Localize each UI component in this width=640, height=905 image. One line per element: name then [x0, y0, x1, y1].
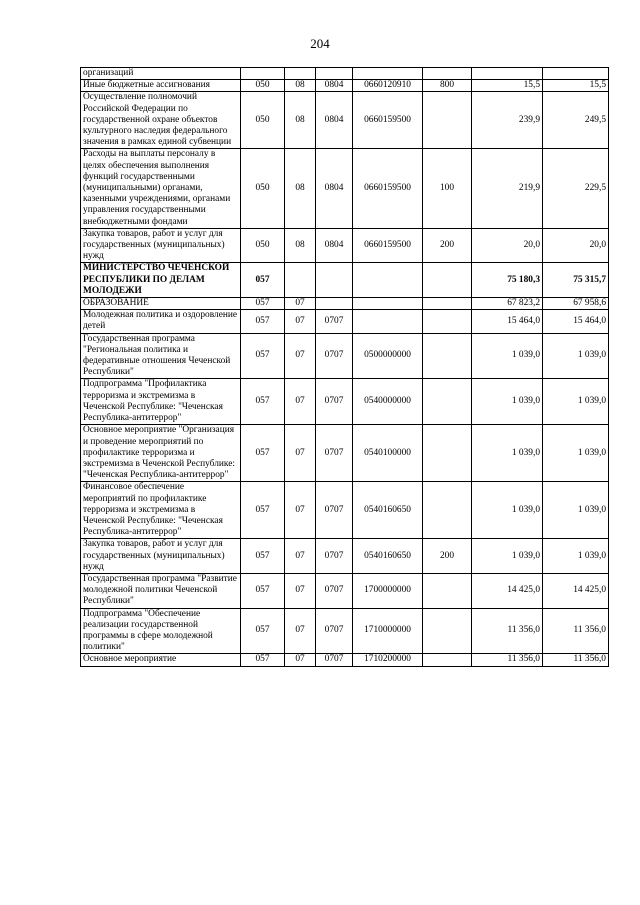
row-amount-1: 1 039,0 — [472, 379, 543, 425]
row-expense-type: 800 — [423, 80, 472, 92]
row-expense-type — [423, 482, 472, 539]
row-expense-type — [423, 608, 472, 654]
row-amount-1: 15 464,0 — [472, 310, 543, 333]
row-amount-1: 75 180,3 — [472, 263, 543, 298]
row-name: ОБРАЗОВАНИЕ — [81, 298, 241, 310]
row-subsection: 0707 — [316, 539, 353, 574]
row-subsection: 0804 — [316, 228, 353, 263]
table-row — [81, 608, 609, 654]
row-name: организаций — [81, 68, 241, 80]
row-section: 07 — [285, 573, 316, 608]
row-subsection — [316, 263, 353, 298]
table-row — [81, 149, 609, 228]
row-grbs: 057 — [241, 608, 285, 654]
row-target-article: 1710200000 — [353, 654, 423, 666]
table-body — [81, 68, 609, 667]
row-amount-1: 11 356,0 — [472, 654, 543, 666]
table-row — [81, 92, 609, 149]
row-amount-2: 1 039,0 — [543, 482, 609, 539]
row-section: 07 — [285, 654, 316, 666]
row-grbs: 057 — [241, 333, 285, 379]
row-grbs: 050 — [241, 149, 285, 228]
table-row — [81, 68, 609, 80]
row-target-article: 0660159500 — [353, 228, 423, 263]
row-name: Закупка товаров, работ и услуг для государственных (муниципальных) нужд — [81, 539, 241, 574]
row-expense-type — [423, 425, 472, 482]
row-grbs: 057 — [241, 654, 285, 666]
table-row — [81, 654, 609, 666]
row-expense-type: 100 — [423, 149, 472, 228]
row-name: Финансовое обеспечение мероприятий по профилактике терроризма и экстремизма в Чеченской Республике: "Чеченская Республика-антитеррор" — [81, 482, 241, 539]
row-amount-1: 20,0 — [472, 228, 543, 263]
row-target-article: 0660120910 — [353, 80, 423, 92]
row-section: 07 — [285, 298, 316, 310]
row-section: 07 — [285, 310, 316, 333]
row-target-article: 0660159500 — [353, 92, 423, 149]
row-name: Молодежная политика и оздоровление детей — [81, 310, 241, 333]
row-expense-type — [423, 310, 472, 333]
row-subsection: 0707 — [316, 379, 353, 425]
row-target-article: 0660159500 — [353, 149, 423, 228]
row-amount-2: 11 356,0 — [543, 608, 609, 654]
row-section: 07 — [285, 482, 316, 539]
row-expense-type — [423, 263, 472, 298]
row-name: Закупка товаров, работ и услуг для государственных (муниципальных) нужд — [81, 228, 241, 263]
row-section: 07 — [285, 425, 316, 482]
row-grbs: 057 — [241, 482, 285, 539]
row-amount-2: 1 039,0 — [543, 379, 609, 425]
row-subsection: 0707 — [316, 573, 353, 608]
row-name: Государственная программа "Развитие молодежной политики Чеченской Республики" — [81, 573, 241, 608]
row-name: Основное мероприятие "Организация и проведение мероприятий по профилактике терроризма и экстремизма в Чеченской Республике: "Чеченская Республика-антитеррор" — [81, 425, 241, 482]
row-grbs: 057 — [241, 425, 285, 482]
row-section — [285, 68, 316, 80]
row-expense-type — [423, 298, 472, 310]
row-grbs: 057 — [241, 379, 285, 425]
row-name: Осуществление полномочий Российской Федерации по государственной охране объектов культурного наследия федерального значения в рамках единой субвенции — [81, 92, 241, 149]
row-expense-type — [423, 92, 472, 149]
row-amount-2 — [543, 68, 609, 80]
table-row — [81, 379, 609, 425]
row-section: 08 — [285, 92, 316, 149]
row-expense-type — [423, 68, 472, 80]
row-amount-1: 11 356,0 — [472, 608, 543, 654]
table-row — [81, 80, 609, 92]
table-row — [81, 482, 609, 539]
row-section: 07 — [285, 608, 316, 654]
row-amount-1: 1 039,0 — [472, 333, 543, 379]
row-expense-type — [423, 573, 472, 608]
row-amount-1: 219,9 — [472, 149, 543, 228]
table-row — [81, 310, 609, 333]
row-grbs: 057 — [241, 298, 285, 310]
row-target-article — [353, 263, 423, 298]
row-grbs: 050 — [241, 92, 285, 149]
row-amount-2: 249,5 — [543, 92, 609, 149]
table-row — [81, 333, 609, 379]
row-amount-1: 14 425,0 — [472, 573, 543, 608]
row-target-article: 0540100000 — [353, 425, 423, 482]
row-expense-type — [423, 379, 472, 425]
row-expense-type — [423, 654, 472, 666]
row-target-article: 1710000000 — [353, 608, 423, 654]
row-section — [285, 263, 316, 298]
row-section: 08 — [285, 228, 316, 263]
row-grbs: 057 — [241, 539, 285, 574]
row-amount-2: 67 958,6 — [543, 298, 609, 310]
row-amount-1: 239,9 — [472, 92, 543, 149]
row-subsection: 0804 — [316, 80, 353, 92]
row-amount-2: 11 356,0 — [543, 654, 609, 666]
row-name: Основное мероприятие — [81, 654, 241, 666]
row-grbs: 050 — [241, 228, 285, 263]
row-grbs: 057 — [241, 263, 285, 298]
row-name: Государственная программа "Региональная политика и федеративные отношения Чеченской Республики" — [81, 333, 241, 379]
row-target-article: 0540160650 — [353, 539, 423, 574]
row-amount-1: 1 039,0 — [472, 425, 543, 482]
row-subsection: 0707 — [316, 482, 353, 539]
row-name: Подпрограмма "Обеспечение реализации государственной программы в сфере молодежной политики" — [81, 608, 241, 654]
table-row — [81, 263, 609, 298]
row-name: МИНИСТЕРСТВО ЧЕЧЕНСКОЙ РЕСПУБЛИКИ ПО ДЕЛАМ МОЛОДЕЖИ — [81, 263, 241, 298]
table-row — [81, 573, 609, 608]
row-amount-1 — [472, 68, 543, 80]
row-amount-1: 15,5 — [472, 80, 543, 92]
table-row — [81, 298, 609, 310]
row-amount-2: 1 039,0 — [543, 539, 609, 574]
row-grbs: 050 — [241, 80, 285, 92]
row-amount-1: 67 823,2 — [472, 298, 543, 310]
row-section: 08 — [285, 80, 316, 92]
row-subsection: 0707 — [316, 654, 353, 666]
row-subsection: 0707 — [316, 310, 353, 333]
table-row — [81, 228, 609, 263]
row-section: 07 — [285, 379, 316, 425]
row-expense-type: 200 — [423, 228, 472, 263]
row-section: 08 — [285, 149, 316, 228]
row-target-article: 0500000000 — [353, 333, 423, 379]
row-name: Подпрограмма "Профилактика терроризма и экстремизма в Чеченской Республике: "Чеченская Республика-антитеррор" — [81, 379, 241, 425]
row-target-article — [353, 68, 423, 80]
row-amount-2: 229,5 — [543, 149, 609, 228]
row-amount-2: 15 464,0 — [543, 310, 609, 333]
row-amount-2: 15,5 — [543, 80, 609, 92]
table-row — [81, 539, 609, 574]
row-expense-type — [423, 333, 472, 379]
row-expense-type: 200 — [423, 539, 472, 574]
row-amount-1: 1 039,0 — [472, 539, 543, 574]
row-amount-2: 75 315,7 — [543, 263, 609, 298]
budget-table — [80, 67, 609, 667]
row-target-article: 1700000000 — [353, 573, 423, 608]
row-subsection — [316, 298, 353, 310]
row-target-article — [353, 310, 423, 333]
row-subsection: 0804 — [316, 149, 353, 228]
row-grbs — [241, 68, 285, 80]
row-target-article — [353, 298, 423, 310]
row-grbs: 057 — [241, 310, 285, 333]
row-name: Иные бюджетные ассигнования — [81, 80, 241, 92]
table-row — [81, 425, 609, 482]
row-amount-1: 1 039,0 — [472, 482, 543, 539]
row-target-article: 0540160650 — [353, 482, 423, 539]
row-name: Расходы на выплаты персоналу в целях обеспечения выполнения функций государственными (муниципальными) органами, казенными учреждениями, органами управления государственными внебюджетными фондами — [81, 149, 241, 228]
row-section: 07 — [285, 333, 316, 379]
row-section: 07 — [285, 539, 316, 574]
row-target-article: 0540000000 — [353, 379, 423, 425]
row-subsection: 0707 — [316, 333, 353, 379]
row-grbs: 057 — [241, 573, 285, 608]
page-number: 204 — [310, 36, 330, 51]
row-amount-2: 1 039,0 — [543, 425, 609, 482]
row-amount-2: 20,0 — [543, 228, 609, 263]
row-subsection: 0804 — [316, 92, 353, 149]
row-amount-2: 14 425,0 — [543, 573, 609, 608]
row-subsection: 0707 — [316, 608, 353, 654]
row-amount-2: 1 039,0 — [543, 333, 609, 379]
row-subsection: 0707 — [316, 425, 353, 482]
row-subsection — [316, 68, 353, 80]
